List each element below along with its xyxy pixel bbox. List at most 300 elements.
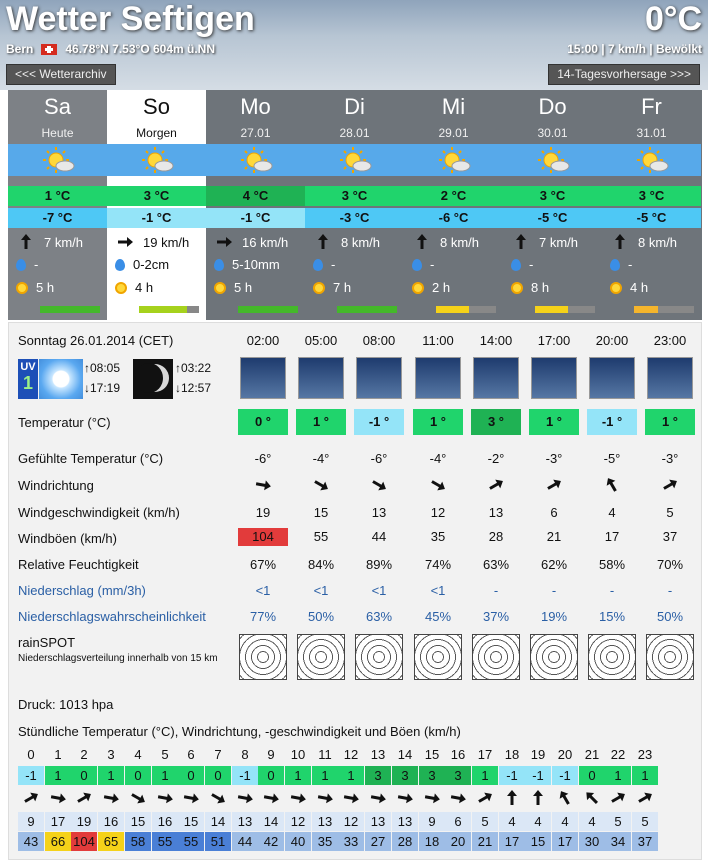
label-precipitation-probability[interactable]: Niederschlagswahrscheinlichkeit bbox=[18, 609, 206, 624]
precip-probability: 19% bbox=[540, 609, 568, 624]
day-name: Fr bbox=[641, 94, 662, 119]
day-name: Di bbox=[344, 94, 365, 119]
max-temp: 3 °C bbox=[305, 186, 404, 206]
hour-wind-icon bbox=[74, 790, 94, 806]
14-day-forecast-button[interactable]: 14-Tagesvorhersage >>> bbox=[548, 64, 700, 85]
wind-arrow-icon bbox=[214, 234, 234, 250]
min-temp: -7 °C bbox=[8, 208, 107, 228]
sun-bar-fill bbox=[337, 306, 397, 313]
hour-label: 6 bbox=[187, 747, 195, 762]
day-column-so[interactable] bbox=[107, 90, 206, 320]
wind-arrow-icon bbox=[313, 234, 333, 250]
precip-icon bbox=[511, 259, 521, 271]
wind-direction-icon bbox=[660, 477, 680, 493]
moon-icon bbox=[133, 359, 173, 399]
hour-gust: 43 bbox=[18, 832, 44, 851]
wind-direction-icon bbox=[486, 477, 506, 493]
hour-label: 3 bbox=[107, 747, 115, 762]
wind-speed: 12 bbox=[430, 505, 446, 520]
hour-wind-speed: 14 bbox=[205, 812, 231, 831]
label-wind-gusts: Windböen (km/h) bbox=[18, 531, 117, 546]
sun-hours-icon bbox=[610, 282, 622, 294]
hour-temp: 0 bbox=[178, 766, 204, 785]
hour-wind-speed: 19 bbox=[71, 812, 97, 831]
hour-wind-speed: 16 bbox=[152, 812, 178, 831]
temp-box: 0 ° bbox=[238, 409, 288, 435]
rainspot-map[interactable] bbox=[646, 634, 694, 680]
felt-temp: -4° bbox=[312, 451, 330, 466]
hour-wind-icon bbox=[582, 790, 602, 806]
precip: <1 bbox=[255, 583, 271, 598]
hour-label: 12 bbox=[343, 747, 359, 762]
weather-icon bbox=[632, 145, 672, 175]
min-temp: -5 °C bbox=[503, 208, 602, 228]
hour-wind-icon bbox=[635, 790, 655, 806]
day-column-sa[interactable] bbox=[8, 90, 107, 320]
wind-speed: 5 bbox=[666, 505, 674, 520]
hour-wind-speed: 9 bbox=[18, 812, 44, 831]
sun-row bbox=[16, 280, 54, 295]
hour-wind-speed: 13 bbox=[365, 812, 391, 831]
humidity: 84% bbox=[307, 557, 335, 572]
precip-probability: 63% bbox=[365, 609, 393, 624]
hour-weather-icon bbox=[531, 357, 577, 399]
hour-wind-icon bbox=[288, 790, 308, 806]
temp-box: 1 ° bbox=[296, 409, 346, 435]
hour-gust: 15 bbox=[525, 832, 551, 851]
hour-weather-icon bbox=[298, 357, 344, 399]
hour-label: 21 bbox=[584, 747, 600, 762]
day-date: Morgen bbox=[136, 126, 177, 140]
precip-row bbox=[610, 257, 632, 272]
hour-label: 8 bbox=[241, 747, 249, 762]
hour-temp: 1 bbox=[312, 766, 338, 785]
hour-temp: -1 bbox=[499, 766, 525, 785]
hourly-title: Stündliche Temperatur (°C), Windrichtung, -geschwindigkeit und Böen (km/h) bbox=[18, 724, 461, 739]
precip-icon bbox=[412, 259, 422, 271]
hour-label: 17 bbox=[477, 747, 493, 762]
sun-hours: 7 h bbox=[333, 280, 352, 295]
hour-wind-icon bbox=[181, 790, 201, 806]
hour-label: 0 bbox=[27, 747, 35, 762]
wind-speed: 7 km/h bbox=[44, 234, 84, 250]
max-temp: 1 °C bbox=[8, 186, 107, 206]
hour-gust: 55 bbox=[178, 832, 204, 851]
felt-temp: -6° bbox=[370, 451, 388, 466]
wind-arrow-icon bbox=[115, 234, 135, 250]
hour-gust: 20 bbox=[445, 832, 471, 851]
wind-speed: 13 bbox=[488, 505, 504, 520]
hour-weather-icon bbox=[415, 357, 461, 399]
hour-gust: 18 bbox=[419, 832, 445, 851]
hour-wind-speed: 13 bbox=[392, 812, 418, 831]
hour-gust: 40 bbox=[285, 832, 311, 851]
hour-temp: 1 bbox=[285, 766, 311, 785]
hour-wind-speed: 12 bbox=[285, 812, 311, 831]
hour-label: 22 bbox=[610, 747, 626, 762]
rainspot-map[interactable] bbox=[414, 634, 462, 680]
precip-value: - bbox=[628, 257, 633, 272]
hour-wind-speed: 12 bbox=[338, 812, 364, 831]
sun-hours: 4 h bbox=[135, 280, 154, 295]
rainspot-map[interactable] bbox=[239, 634, 287, 680]
wind-speed: 8 km/h bbox=[440, 234, 480, 250]
weather-icon bbox=[335, 145, 375, 175]
hour-label: 19 bbox=[530, 747, 546, 762]
wind-arrow-icon bbox=[511, 234, 531, 250]
hour-gust: 66 bbox=[45, 832, 71, 851]
hour-gust: 104 bbox=[71, 832, 97, 851]
sun-hours-icon bbox=[313, 282, 325, 294]
wind-speed: 4 bbox=[608, 505, 616, 520]
hour-temp: -1 bbox=[232, 766, 258, 785]
wind-row bbox=[313, 234, 380, 250]
wind-speed: 6 bbox=[550, 505, 558, 520]
rainspot-map[interactable] bbox=[297, 634, 345, 680]
hour-wind-icon bbox=[608, 790, 628, 806]
hour-gust: 28 bbox=[392, 832, 418, 851]
hour-weather-icon bbox=[647, 357, 693, 399]
label-temperature: Temperatur (°C) bbox=[18, 415, 111, 430]
hour-label: 2 bbox=[80, 747, 88, 762]
sun-row bbox=[610, 280, 648, 295]
hour-wind-speed: 4 bbox=[525, 812, 551, 831]
hour-label: 1 bbox=[54, 747, 62, 762]
wind-gust: 35 bbox=[430, 529, 446, 544]
weather-icon bbox=[434, 145, 474, 175]
coordinates: 46.78°N 7.53°O 604m ü.NN bbox=[65, 42, 216, 56]
hour-gust: 33 bbox=[338, 832, 364, 851]
hour-wind-speed: 14 bbox=[258, 812, 284, 831]
sun-hours: 4 h bbox=[630, 280, 649, 295]
precip-icon bbox=[16, 259, 26, 271]
hour-wind-speed: 13 bbox=[232, 812, 258, 831]
location-info bbox=[6, 42, 215, 56]
hour-temp: 1 bbox=[632, 766, 658, 785]
temp-box: 1 ° bbox=[529, 409, 579, 435]
hour-wind-icon bbox=[368, 790, 388, 806]
day-date: Heute bbox=[41, 126, 74, 140]
max-temp: 3 °C bbox=[107, 186, 206, 206]
weather-archive-button[interactable]: <<< Wetterarchiv bbox=[6, 64, 116, 85]
precip-icon bbox=[313, 259, 323, 271]
time-label: 20:00 bbox=[595, 333, 629, 348]
temp-box: -1 ° bbox=[354, 409, 404, 435]
sun-bar bbox=[337, 306, 397, 313]
hour-wind-icon bbox=[155, 790, 175, 806]
sun-bar-fill bbox=[40, 306, 100, 313]
hour-gust: 30 bbox=[579, 832, 605, 851]
detail-section bbox=[8, 322, 702, 860]
precip-value: - bbox=[331, 257, 336, 272]
time-label: 23:00 bbox=[653, 333, 687, 348]
moonrise-time: ↑03:22 bbox=[175, 361, 212, 375]
hour-temp: 1 bbox=[338, 766, 364, 785]
hour-weather-icon bbox=[589, 357, 635, 399]
max-temp: 2 °C bbox=[404, 186, 503, 206]
time-label: 11:00 bbox=[422, 333, 454, 348]
hour-temp: 1 bbox=[45, 766, 71, 785]
day-date: 29.01 bbox=[438, 126, 469, 140]
hour-wind-icon bbox=[315, 790, 335, 806]
hour-label: 20 bbox=[557, 747, 573, 762]
hour-wind-speed: 15 bbox=[125, 812, 151, 831]
rainspot-map[interactable] bbox=[472, 634, 520, 680]
hour-label: 15 bbox=[424, 747, 440, 762]
hour-wind-icon bbox=[128, 790, 148, 806]
hour-wind-icon bbox=[395, 790, 415, 806]
temp-box: -1 ° bbox=[587, 409, 637, 435]
page-title: Wetter Seftigen bbox=[6, 0, 255, 38]
sun-row bbox=[313, 280, 351, 295]
wind-direction-icon bbox=[544, 477, 564, 493]
wind-direction-icon bbox=[428, 477, 448, 493]
sun-bar-fill bbox=[634, 306, 658, 313]
wind-row bbox=[115, 234, 189, 250]
precip: <1 bbox=[371, 583, 387, 598]
sun-bar bbox=[436, 306, 496, 313]
hour-temp: 1 bbox=[152, 766, 178, 785]
sun-hours: 2 h bbox=[432, 280, 451, 295]
hour-label: 5 bbox=[161, 747, 169, 762]
precip-probability: 50% bbox=[307, 609, 335, 624]
wind-speed: 8 km/h bbox=[341, 234, 381, 250]
hour-temp: 3 bbox=[445, 766, 471, 785]
precip: <1 bbox=[313, 583, 329, 598]
weather-icon bbox=[533, 145, 573, 175]
humidity: 74% bbox=[424, 557, 452, 572]
day-column-do[interactable] bbox=[503, 90, 602, 320]
wind-direction-icon bbox=[602, 477, 622, 493]
hour-wind-icon bbox=[422, 790, 442, 806]
hour-wind-speed: 5 bbox=[632, 812, 658, 831]
uv-box: UV 1 bbox=[18, 359, 38, 399]
day-name: Do bbox=[538, 94, 567, 119]
sun-bar bbox=[238, 306, 298, 313]
wind-speed: 7 km/h bbox=[539, 234, 579, 250]
precip: <1 bbox=[430, 583, 446, 598]
hour-wind-icon bbox=[448, 790, 468, 806]
wind-speed: 13 bbox=[371, 505, 387, 520]
sun-hours-icon bbox=[511, 282, 523, 294]
label-precipitation[interactable]: Niederschlag (mm/3h) bbox=[18, 583, 146, 598]
hour-temp: 3 bbox=[419, 766, 445, 785]
max-temp: 4 °C bbox=[206, 186, 305, 206]
felt-temp: -6° bbox=[254, 451, 272, 466]
hour-wind-speed: 4 bbox=[552, 812, 578, 831]
wind-gust: 37 bbox=[662, 529, 678, 544]
hour-gust: 17 bbox=[499, 832, 525, 851]
wind-row bbox=[214, 234, 288, 250]
hour-label: 10 bbox=[290, 747, 306, 762]
wind-row bbox=[511, 234, 578, 250]
sun-bar bbox=[634, 306, 694, 313]
hour-label: 4 bbox=[134, 747, 142, 762]
label-felt-temperature: Gefühlte Temperatur (°C) bbox=[18, 451, 164, 466]
precip-row bbox=[214, 257, 280, 272]
wind-direction-icon bbox=[253, 477, 273, 493]
sun-hours: 8 h bbox=[531, 280, 550, 295]
precip-value: 5-10mm bbox=[232, 257, 280, 272]
hour-wind-speed: 6 bbox=[445, 812, 471, 831]
felt-temp: -2° bbox=[487, 451, 505, 466]
day-name: So bbox=[143, 94, 170, 119]
day-name: Mo bbox=[240, 94, 271, 119]
precip: - bbox=[609, 583, 615, 598]
rainspot-map[interactable] bbox=[530, 634, 578, 680]
hour-wind-icon bbox=[235, 790, 255, 806]
min-temp: -6 °C bbox=[404, 208, 503, 228]
rainspot-map[interactable] bbox=[355, 634, 403, 680]
time-label: 05:00 bbox=[304, 333, 338, 348]
hour-wind-speed: 4 bbox=[579, 812, 605, 831]
wind-gust: 44 bbox=[371, 529, 387, 544]
rainspot-map[interactable] bbox=[588, 634, 636, 680]
humidity: 70% bbox=[656, 557, 684, 572]
sun-row bbox=[115, 280, 153, 295]
hour-label: 9 bbox=[267, 747, 275, 762]
current-status: 15:00 | 7 km/h | Bewölkt bbox=[567, 42, 702, 56]
hour-wind-speed: 4 bbox=[499, 812, 525, 831]
hour-label: 16 bbox=[450, 747, 466, 762]
day-date: 28.01 bbox=[339, 126, 370, 140]
wind-gust: 28 bbox=[488, 529, 504, 544]
sun-bar-fill bbox=[139, 306, 187, 313]
sun-row bbox=[214, 280, 252, 295]
detail-date: Sonntag 26.01.2014 (CET) bbox=[18, 333, 174, 348]
hour-wind-speed: 5 bbox=[605, 812, 631, 831]
hour-temp: 3 bbox=[392, 766, 418, 785]
day-column-di[interactable] bbox=[305, 90, 404, 320]
day-date: 31.01 bbox=[636, 126, 667, 140]
hour-weather-icon bbox=[473, 357, 519, 399]
wind-arrow-icon bbox=[412, 234, 432, 250]
hour-wind-speed: 17 bbox=[45, 812, 71, 831]
weather-icon bbox=[38, 145, 78, 175]
hour-temp: 1 bbox=[605, 766, 631, 785]
day-column-mo[interactable] bbox=[206, 90, 305, 320]
wind-direction-icon bbox=[311, 477, 331, 493]
precip-value: 0-2cm bbox=[133, 257, 170, 272]
day-column-fr[interactable] bbox=[602, 90, 701, 320]
sun-hours: 5 h bbox=[234, 280, 253, 295]
sun-bar-fill bbox=[238, 306, 298, 313]
hour-gust: 65 bbox=[98, 832, 124, 851]
felt-temp: -4° bbox=[429, 451, 447, 466]
hour-wind-speed: 16 bbox=[98, 812, 124, 831]
precip-row bbox=[511, 257, 533, 272]
time-label: 02:00 bbox=[246, 333, 280, 348]
day-forecast-strip bbox=[8, 90, 702, 320]
hour-wind-icon bbox=[261, 790, 281, 806]
precip-value: - bbox=[529, 257, 534, 272]
hour-wind-icon bbox=[208, 790, 228, 806]
moonset-time: ↓12:57 bbox=[175, 381, 212, 395]
hour-weather-icon bbox=[240, 357, 286, 399]
wind-speed: 15 bbox=[313, 505, 329, 520]
precip-icon bbox=[610, 259, 620, 271]
sun-icon bbox=[39, 359, 83, 399]
humidity: 58% bbox=[598, 557, 626, 572]
humidity: 89% bbox=[365, 557, 393, 572]
hour-gust: 17 bbox=[552, 832, 578, 851]
temp-box: 3 ° bbox=[471, 409, 521, 435]
precip-icon bbox=[214, 259, 224, 271]
temp-box: 1 ° bbox=[413, 409, 463, 435]
wind-gust: 104 bbox=[238, 528, 288, 546]
felt-temp: -3° bbox=[661, 451, 679, 466]
sun-bar bbox=[40, 306, 100, 313]
wind-row bbox=[16, 234, 83, 250]
label-humidity: Relative Feuchtigkeit bbox=[18, 557, 139, 572]
hour-gust: 42 bbox=[258, 832, 284, 851]
hour-label: 14 bbox=[397, 747, 413, 762]
hour-wind-speed: 13 bbox=[312, 812, 338, 831]
felt-temp: -5° bbox=[603, 451, 621, 466]
wind-speed: 19 bbox=[255, 505, 271, 520]
hour-temp: 3 bbox=[365, 766, 391, 785]
hour-gust: 27 bbox=[365, 832, 391, 851]
hour-wind-icon bbox=[48, 790, 68, 806]
hour-wind-speed: 9 bbox=[419, 812, 445, 831]
precip-probability: 15% bbox=[598, 609, 626, 624]
hour-gust: 44 bbox=[232, 832, 258, 851]
precip-row bbox=[412, 257, 434, 272]
min-temp: -3 °C bbox=[305, 208, 404, 228]
hour-weather-icon bbox=[356, 357, 402, 399]
min-temp: -1 °C bbox=[107, 208, 206, 228]
max-temp: 3 °C bbox=[503, 186, 602, 206]
wind-gust: 17 bbox=[604, 529, 620, 544]
sun-hours: 5 h bbox=[36, 280, 55, 295]
hour-gust: 37 bbox=[632, 832, 658, 851]
hour-wind-icon bbox=[502, 790, 522, 806]
hour-wind-icon bbox=[528, 790, 548, 806]
wind-speed: 19 km/h bbox=[143, 234, 190, 250]
hour-temp: 1 bbox=[472, 766, 498, 785]
felt-temp: -3° bbox=[545, 451, 563, 466]
precip-probability: 50% bbox=[656, 609, 684, 624]
day-column-mi[interactable] bbox=[404, 90, 503, 320]
hour-label: 11 bbox=[318, 747, 332, 762]
swiss-flag-icon bbox=[41, 44, 57, 55]
humidity: 62% bbox=[540, 557, 568, 572]
sunrise-time: ↑08:05 bbox=[84, 361, 121, 375]
humidity: 63% bbox=[482, 557, 510, 572]
wind-direction-icon bbox=[369, 477, 389, 493]
precip: - bbox=[667, 583, 673, 598]
region: Bern bbox=[6, 42, 34, 56]
sunset-time: ↓17:19 bbox=[84, 381, 121, 395]
hour-temp: 0 bbox=[71, 766, 97, 785]
min-temp: -5 °C bbox=[602, 208, 701, 228]
wind-arrow-icon bbox=[610, 234, 630, 250]
label-wind-direction: Windrichtung bbox=[18, 478, 94, 493]
time-label: 17:00 bbox=[537, 333, 571, 348]
hour-gust: 58 bbox=[125, 832, 151, 851]
precip-row bbox=[313, 257, 335, 272]
hour-temp: -1 bbox=[525, 766, 551, 785]
min-temp: -1 °C bbox=[206, 208, 305, 228]
weather-icon bbox=[236, 145, 276, 175]
sun-bar bbox=[139, 306, 199, 313]
sun-bar bbox=[535, 306, 595, 313]
day-name: Mi bbox=[441, 94, 466, 119]
sun-row bbox=[511, 280, 549, 295]
temp-box: 1 ° bbox=[645, 409, 695, 435]
wind-speed: 16 km/h bbox=[242, 234, 289, 250]
sun-bar-fill bbox=[436, 306, 469, 313]
